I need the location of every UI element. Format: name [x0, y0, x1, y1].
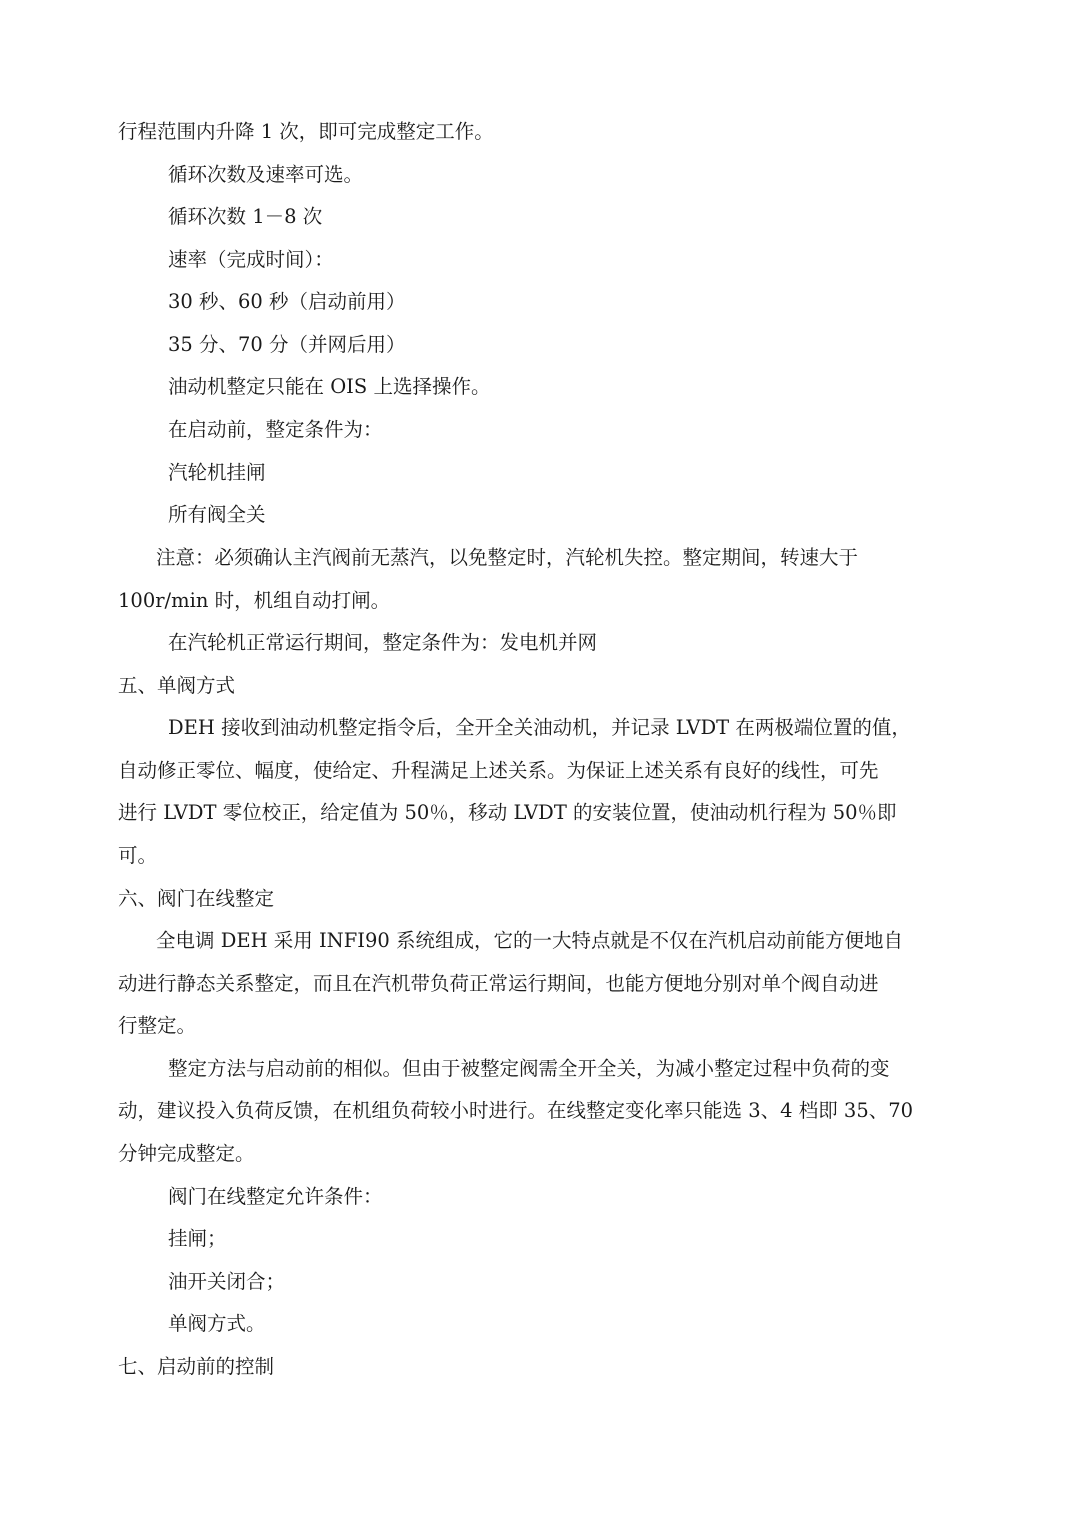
text-line: 动进行静态关系整定，而且在汽机带负荷正常运行期间，也能方便地分别对单个阀自动进 [118, 972, 879, 995]
text-line: DEH 接收到油动机整定指令后，全开全关油动机，并记录 LVDT 在两极端位置的值， [168, 716, 911, 739]
text-line: 35 分、70 分（并网后用） [168, 333, 406, 356]
text-line: 全电调 DEH 采用 INFI90 系统组成，它的一大特点就是不仅在汽机启动前能方便地自 [156, 929, 903, 952]
text-line: 汽轮机挂闸 [168, 461, 266, 484]
text-line: 单阀方式。 [168, 1312, 266, 1335]
text-line: 油动机整定只能在 OIS 上选择操作。 [168, 375, 491, 398]
text-line: 可。 [118, 844, 158, 867]
section-heading: 五、单阀方式 [118, 674, 236, 697]
text-line: 注意：必须确认主汽阀前无蒸汽，以免整定时，汽轮机失控。整定期间，转速大于 [156, 546, 859, 569]
text-line: 动，建议投入负荷反馈，在机组负荷较小时进行。在线整定变化率只能选 3、4 档即 35、70 [118, 1099, 914, 1122]
text-line: 分钟完成整定。 [118, 1142, 255, 1165]
text-line: 在汽轮机正常运行期间，整定条件为：发电机并网 [168, 631, 598, 654]
text-line: 进行 LVDT 零位校正，给定值为 50％，移动 LVDT 的安装位置，使油动机行程为 50％即 [118, 801, 897, 824]
text-line: 自动修正零位、幅度，使给定、升程满足上述关系。为保证上述关系有良好的线性，可先 [118, 759, 879, 782]
text-line: 速率（完成时间）： [168, 248, 334, 271]
text-line: 所有阀全关 [168, 503, 266, 526]
text-line: 整定方法与启动前的相似。但由于被整定阀需全开全关，为减小整定过程中负荷的变 [168, 1057, 890, 1080]
text-line: 在启动前，整定条件为： [168, 418, 383, 441]
text-line: 行程范围内升降 1 次，即可完成整定工作。 [118, 120, 494, 143]
text-line: 循环次数 1－8 次 [168, 205, 323, 228]
text-line: 30 秒、60 秒（启动前用） [168, 290, 406, 313]
section-heading: 六、阀门在线整定 [118, 887, 275, 910]
text-line: 100r/min 时，机组自动打闸。 [118, 589, 391, 612]
text-line: 行整定。 [118, 1014, 197, 1037]
text-line: 阀门在线整定允许条件： [168, 1185, 383, 1208]
section-heading: 七、启动前的控制 [118, 1355, 275, 1378]
text-line: 挂闸； [168, 1227, 227, 1250]
text-line: 油开关闭合； [168, 1270, 286, 1293]
text-line: 循环次数及速率可选。 [168, 163, 364, 186]
